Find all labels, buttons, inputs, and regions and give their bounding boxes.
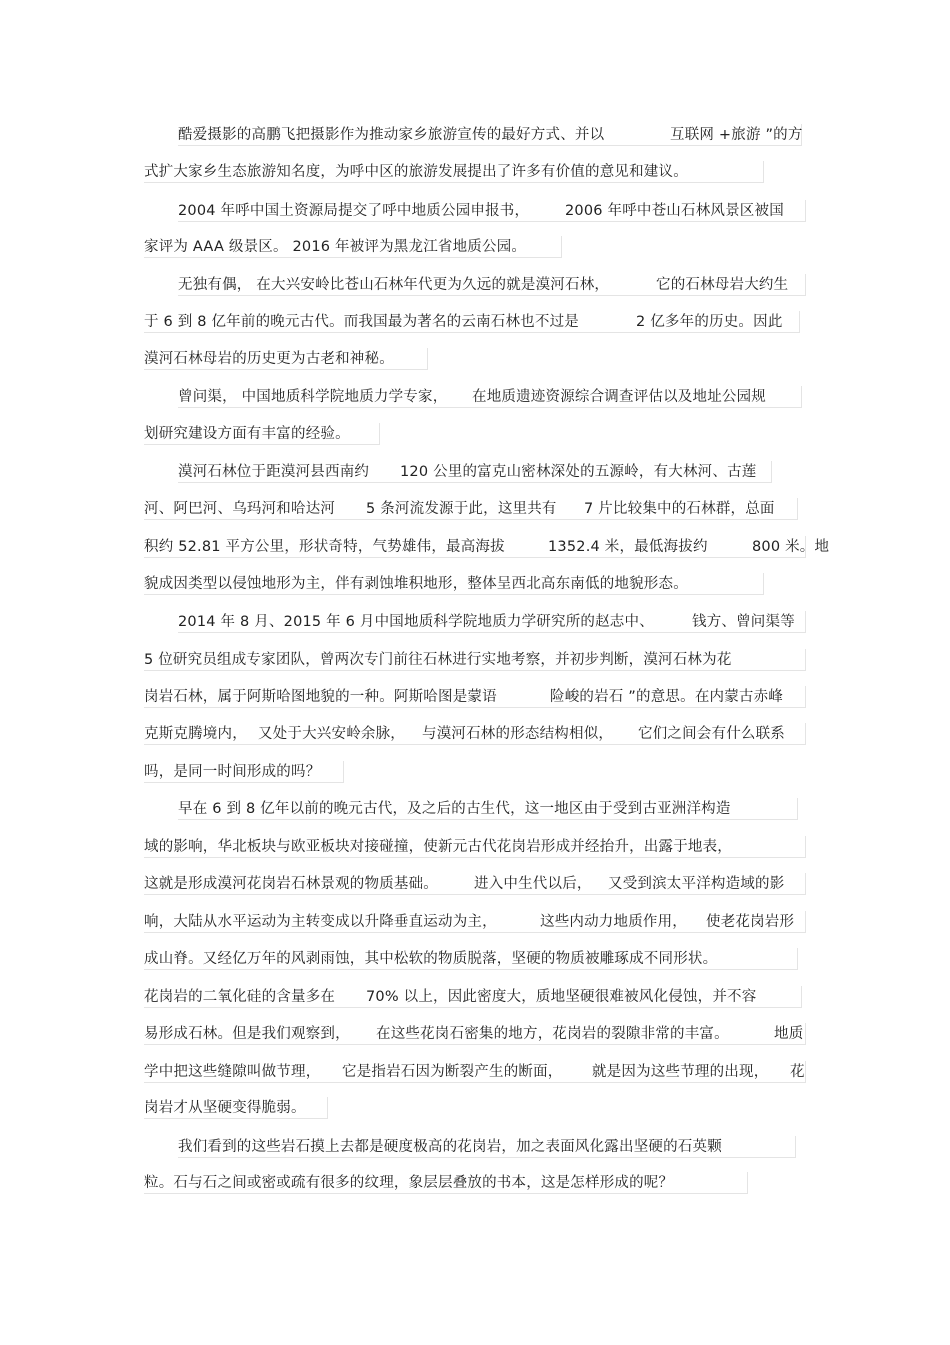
text-segment: 这就是形成漠河花岗岩石林景观的物质基础。 — [144, 876, 438, 892]
text-line — [144, 161, 764, 183]
text-line — [144, 1023, 806, 1045]
text-line — [144, 536, 830, 558]
text-segment: 与漠河石林的形态结构相似， — [422, 726, 614, 742]
text-segment: 它是指岩石因为断裂产生的断面， — [342, 1064, 563, 1080]
text-segment: 这些内动力地质作用， — [540, 914, 687, 930]
text-segment: 家评为 AAA 级景区。 2016 年被评为黑龙江省地质公园。 — [144, 239, 527, 255]
text-segment: 无独有偶， 在大兴安岭比苍山石林年代更为久远的就是漠河石林， — [178, 277, 610, 293]
text-segment: 在这些花岗石密集的地方，花岗岩的裂隙非常的丰富。 — [376, 1026, 729, 1042]
text-segment: 克斯克腾境内， — [144, 726, 247, 742]
text-line — [144, 948, 798, 970]
text-segment: 120 公里的富克山密林深处的五源岭，有大林河、古莲 — [400, 464, 757, 480]
text-line — [144, 761, 344, 783]
text-line — [144, 1061, 806, 1083]
text-segment: 5 位研究员组成专家团队，曾两次专门前往石林进行实地考察，并初步判断，漠河石林为花 — [144, 652, 732, 668]
text-line — [144, 311, 800, 333]
text-segment: 5 条河流发源于此，这里共有 — [366, 501, 557, 517]
text-segment: 易形成石林。但是我们观察到， — [144, 1026, 350, 1042]
text-segment: 又受到滨太平洋构造域的影 — [608, 876, 785, 892]
text-line — [178, 798, 798, 820]
text-line — [144, 236, 562, 258]
text-segment: 域的影响，华北板块与欧亚板块对接碰撞，使新元古代花岗岩形成并经抬升，出露于地表， — [144, 839, 732, 855]
text-line — [144, 498, 798, 520]
text-line — [144, 686, 806, 708]
text-segment: 河、阿巴河、乌玛河和哈达河 — [144, 501, 336, 517]
text-line — [144, 348, 428, 370]
text-segment: 划研究建设方面有丰富的经验。 — [144, 426, 350, 442]
text-segment: 就是因为这些节理的出现， — [592, 1064, 769, 1080]
text-line — [144, 723, 806, 745]
text-segment: 花岗岩的二氧化硅的含量多在 — [144, 989, 336, 1005]
text-line — [144, 986, 802, 1008]
text-segment: 学中把这些缝隙叫做节理， — [144, 1064, 321, 1080]
text-segment: 2 亿多年的历史。因此 — [636, 314, 783, 330]
text-line — [178, 1136, 796, 1158]
text-segment: 它的石林母岩大约生 — [656, 277, 789, 293]
text-segment: 貌成因类型以侵蚀地形为主，伴有剥蚀堆积地形，整体呈西北高东南低的地貌形态。 — [144, 576, 688, 592]
text-line — [178, 274, 806, 296]
text-segment: 岗岩石林，属于阿斯哈图地貌的一种。阿斯哈图是蒙语 — [144, 689, 497, 705]
text-segment: 70% 以上，因此密度大，质地坚硬很难被风化侵蚀，并不容 — [366, 989, 757, 1005]
text-segment: 积约 52.81 平方公里，形状奇特，气势雄伟，最高海拔 — [144, 539, 505, 555]
text-segment: 吗，是同一时间形成的吗？ — [144, 764, 321, 780]
text-segment: 粒。石与石之间或密或疏有很多的纹理，象层层叠放的书本，这是怎样形成的呢？ — [144, 1175, 674, 1191]
text-line — [178, 386, 802, 408]
text-line — [144, 911, 806, 933]
text-segment: 又处于大兴安岭余脉， — [258, 726, 405, 742]
text-segment: 2006 年呼中苍山石林风景区被国 — [565, 203, 784, 219]
text-segment: 7 片比较集中的石林群，总面 — [584, 501, 775, 517]
text-line — [144, 573, 764, 595]
text-segment: 早在 6 到 8 亿年以前的晚元古代，及之后的古生代，这一地区由于受到古亚洲洋构造 — [178, 801, 731, 817]
text-segment: 进入中生代以后， — [474, 876, 592, 892]
text-segment: 互联网 +旅游 ”的方 — [670, 127, 803, 143]
text-segment: 800 米。地 — [752, 539, 830, 555]
text-segment: 于 6 到 8 亿年前的晚元古代。而我国最为著名的云南石林也不过是 — [144, 314, 579, 330]
text-segment: 漠河石林位于距漠河县西南约 — [178, 464, 370, 480]
text-segment: 漠河石林母岩的历史更为古老和神秘。 — [144, 351, 394, 367]
text-segment: 它们之间会有什么联系 — [638, 726, 785, 742]
text-line — [144, 649, 806, 671]
text-segment: 曾问渠， 中国地质科学院地质力学专家， — [178, 389, 448, 405]
text-line — [178, 200, 806, 222]
text-segment: 岗岩才从坚硬变得脆弱。 — [144, 1100, 306, 1116]
text-segment: 2004 年呼中国土资源局提交了呼中地质公园申报书， — [178, 203, 530, 219]
text-line — [144, 423, 380, 445]
text-line — [178, 611, 806, 633]
text-segment: 险峻的岩石 ”的意思。在内蒙古赤峰 — [550, 689, 784, 705]
text-line — [144, 873, 806, 895]
text-line — [178, 124, 802, 146]
text-segment: 使老花岗岩形 — [706, 914, 795, 930]
text-segment: 式扩大家乡生态旅游知名度，为呼中区的旅游发展提出了许多有价值的意见和建议。 — [144, 164, 688, 180]
text-segment: 2014 年 8 月、2015 年 6 月中国地质科学院地质力学研究所的赵志中、 — [178, 614, 654, 630]
text-segment: 成山脊。又经亿万年的风剥雨蚀，其中松软的物质脱落，坚硬的物质被雕琢成不同形状。 — [144, 951, 718, 967]
text-segment: 地质 — [774, 1026, 804, 1042]
text-line — [144, 1172, 748, 1194]
text-segment: 酷爱摄影的高鹏飞把摄影作为推动家乡旅游宣传的最好方式、并以 — [178, 127, 605, 143]
text-segment: 我们看到的这些岩石摸上去都是硬度极高的花岗岩，加之表面风化露出坚硬的石英颗 — [178, 1139, 722, 1155]
text-line — [178, 461, 772, 483]
text-segment: 1352.4 米，最低海拔约 — [548, 539, 708, 555]
text-segment: 响，大陆从水平运动为主转变成以升降垂直运动为主， — [144, 914, 497, 930]
text-line — [144, 1097, 328, 1119]
text-segment: 钱方、曾问渠等 — [692, 614, 795, 630]
text-line — [144, 836, 806, 858]
text-segment: 花 — [790, 1064, 805, 1080]
text-segment: 在地质遗迹资源综合调查评估以及地址公园规 — [472, 389, 766, 405]
